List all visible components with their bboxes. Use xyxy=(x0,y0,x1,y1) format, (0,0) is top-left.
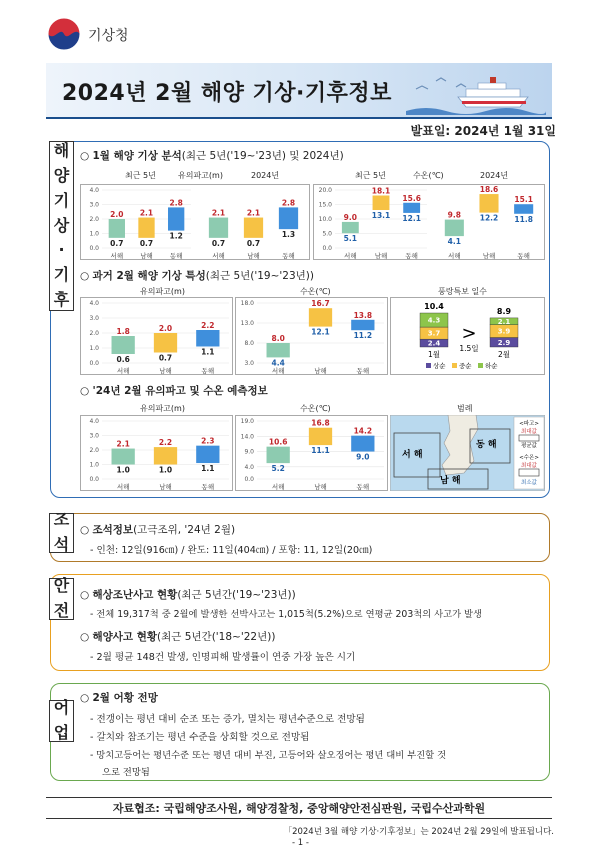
chart-title: 유의파고(m) xyxy=(140,404,185,413)
storm-stack-value: 3.9 xyxy=(497,327,511,336)
range-bar xyxy=(342,222,359,233)
category-label: 동해 xyxy=(405,252,418,260)
y-tick-label: 10.0 xyxy=(318,216,332,223)
category-label: 서해 xyxy=(116,367,130,375)
min-value-label: 11.1 xyxy=(311,446,330,456)
y-tick-label: 13.0 xyxy=(240,320,254,327)
category-label: 남해 xyxy=(482,252,496,260)
category-label: 남해 xyxy=(247,252,260,260)
y-tick-label: 4.0 xyxy=(89,300,99,307)
chart-title: 범례 xyxy=(457,404,473,413)
tab-char: 해 xyxy=(53,141,70,161)
y-tick-label: 9.0 xyxy=(244,448,254,456)
y-tick-label: 0.0 xyxy=(89,360,99,367)
range-bar xyxy=(351,436,374,452)
category-label: 서해 xyxy=(271,367,285,375)
storm-diff: 1.5일 xyxy=(459,344,479,353)
storm-stack-value: 2.4 xyxy=(427,339,441,348)
min-value-label: 11.8 xyxy=(514,214,533,224)
jan-analysis-heading: ○ 1월 해양 기상 분석(최근 5년('19~'23년) 및 2024년) xyxy=(80,150,344,162)
max-value-label: 2.2 xyxy=(201,321,215,330)
page-number: - 1 - xyxy=(292,838,309,848)
category-label: 서해 xyxy=(212,252,225,260)
tab-char: 양 xyxy=(53,166,70,186)
y-tick-label: 18.0 xyxy=(240,300,254,307)
chart-subtitle: 2024년 xyxy=(480,171,509,180)
category-label: 동해 xyxy=(517,252,530,260)
tab-char: 안 xyxy=(53,576,70,596)
y-tick-label: 0.0 xyxy=(244,476,254,483)
storm-stack-value: 2.1 xyxy=(497,317,511,326)
jan-wave-2024-chart xyxy=(195,184,310,260)
fishery-line: - 전갱이는 평년 대비 순조 또는 증가, 멸치는 평년수준으로 전망됨 xyxy=(90,714,365,725)
max-value-label: 2.1 xyxy=(116,439,130,449)
min-value-label: 12.1 xyxy=(402,213,421,223)
y-tick-label: 4.0 xyxy=(89,187,99,194)
storm-days-chart xyxy=(390,297,545,375)
tab-char: · xyxy=(58,240,65,260)
max-value-label: 18.6 xyxy=(479,185,499,195)
feb-forecast-heading: ○ '24년 2월 유의파고 및 수온 예측정보 xyxy=(80,385,268,397)
max-value-label: 18.1 xyxy=(371,186,391,196)
min-value-label: 4.1 xyxy=(447,237,461,247)
max-value-label: 2.0 xyxy=(110,210,124,219)
max-value-label: 2.2 xyxy=(158,438,173,448)
category-label: 서해 xyxy=(110,252,124,260)
max-value-label: 10.6 xyxy=(268,437,288,447)
tab-char: 기 xyxy=(53,265,70,285)
max-value-label: 1.8 xyxy=(116,327,130,336)
range-bar xyxy=(373,196,390,211)
fishery-line: 으로 전망됨 xyxy=(102,767,150,778)
range-bar xyxy=(267,447,290,463)
range-bar xyxy=(351,320,374,330)
y-tick-label: 4.0 xyxy=(89,418,99,425)
map-west: 서 해 xyxy=(402,450,423,460)
tab-char: 전 xyxy=(53,601,70,620)
fishery-heading: ○ 2월 어황 전망 xyxy=(80,692,158,704)
distress-line: - 전체 19,317척 중 2월에 발생한 선박사고는 1,015척(5.2%)으로 연평균 203척의 사고가 발생 xyxy=(90,609,483,620)
tab-char: 기 xyxy=(53,190,70,210)
legend-sst-max: 최대값 xyxy=(521,463,537,469)
min-value-label: 1.1 xyxy=(201,464,215,474)
legend-map xyxy=(390,415,545,491)
legend-wave-max: 최대값 xyxy=(521,429,537,435)
range-bar xyxy=(514,204,533,214)
max-value-label: 15.1 xyxy=(514,195,533,205)
range-bar xyxy=(112,336,135,354)
org-name: 기상청 xyxy=(88,28,129,44)
range-bar xyxy=(109,219,125,238)
max-value-label: 9.8 xyxy=(447,210,461,220)
y-tick-label: 3.0 xyxy=(244,360,254,367)
legend-sst-min: 최소값 xyxy=(521,480,537,486)
category-label: 동해 xyxy=(169,252,183,260)
chart-title: 풍랑특보 일수 xyxy=(438,287,487,296)
y-tick-label: 0.0 xyxy=(89,245,99,252)
y-tick-label: 4.0 xyxy=(244,463,254,471)
min-value-label: 13.1 xyxy=(371,211,391,221)
feb-sst-past-chart xyxy=(235,297,388,375)
max-value-label: 14.2 xyxy=(353,426,373,436)
safety-tab xyxy=(49,578,74,620)
tab-char: 업 xyxy=(53,723,70,742)
y-tick-label: 1.0 xyxy=(89,461,99,469)
storm-legend-mid: 중순 xyxy=(459,362,472,370)
fishery-line: - 망치고등어는 평년수준 또는 평년 대비 부진, 고등어와 살오징어는 평년 대비 부진할 것 xyxy=(90,750,447,761)
max-value-label: 2.1 xyxy=(211,208,226,218)
page-title: 2024년 2월 해양 기상·기후정보 xyxy=(62,81,392,106)
max-value-label: 2.8 xyxy=(169,198,183,208)
fishery-tab xyxy=(49,700,74,742)
range-bar xyxy=(267,343,290,357)
min-value-label: 0.7 xyxy=(139,238,154,248)
chart-title: 유의파고(m) xyxy=(140,287,185,296)
next-release-note: 「2024년 3월 해양 기상·기후정보」는 2024년 2월 29일에 발표됩니다. xyxy=(283,827,554,837)
min-value-label: 1.0 xyxy=(158,465,173,475)
feb-sst-fcst-chart xyxy=(235,415,388,491)
category-label: 남해 xyxy=(374,252,388,260)
category-label: 남해 xyxy=(159,483,172,491)
category-label: 동해 xyxy=(282,252,295,260)
min-value-label: 11.2 xyxy=(353,331,373,341)
category-label: 서해 xyxy=(448,252,461,260)
category-label: 남해 xyxy=(314,367,327,375)
chart-subtitle: 최근 5년 xyxy=(355,171,386,180)
accident-heading: ○ 해양사고 현황(최근 5년간('18~'22년)) xyxy=(80,631,276,643)
storm-month-feb: 2월 xyxy=(497,350,511,359)
greater-than-icon: > xyxy=(461,323,477,344)
storm-legend-early: 상순 xyxy=(433,362,446,370)
max-value-label: 8.0 xyxy=(271,334,285,343)
chart-title: 수온(℃) xyxy=(300,404,331,413)
category-label: 남해 xyxy=(314,483,327,491)
feb-wave-past-chart xyxy=(80,297,233,375)
range-bar xyxy=(279,207,298,229)
min-value-label: 12.1 xyxy=(311,327,330,337)
max-value-label: 2.8 xyxy=(281,198,296,208)
y-tick-label: 8.0 xyxy=(244,340,254,347)
max-value-label: 13.8 xyxy=(353,310,373,320)
storm-legend-late: 하순 xyxy=(485,362,498,370)
min-value-label: 0.7 xyxy=(246,238,261,248)
min-value-label: 9.0 xyxy=(356,452,370,462)
category-label: 동해 xyxy=(201,367,215,375)
legend-sst-label: <수온> xyxy=(519,455,539,461)
storm-total-feb: 8.9 xyxy=(496,307,512,316)
tab-char: 조 xyxy=(53,510,70,530)
y-tick-label: 14.0 xyxy=(240,433,254,441)
range-bar xyxy=(244,218,263,238)
max-value-label: 2.0 xyxy=(158,324,173,333)
map-east: 동 해 xyxy=(476,440,497,450)
y-tick-label: 0.0 xyxy=(89,476,99,483)
ship-icon xyxy=(406,69,546,115)
range-bar xyxy=(196,446,219,463)
data-source: 자료협조: 국립해양조사원, 해양경찰청, 중앙해양안전심판원, 국립수산과학원 xyxy=(46,797,552,819)
max-value-label: 16.7 xyxy=(311,299,330,309)
y-tick-label: 2.0 xyxy=(89,216,99,223)
y-tick-label: 5.0 xyxy=(322,230,332,238)
jan-wave-recent-chart xyxy=(80,184,195,260)
y-tick-label: 1.0 xyxy=(89,345,99,352)
range-bar xyxy=(112,449,135,465)
tide-tab xyxy=(49,510,74,554)
legend-wave-label: <파고> xyxy=(519,421,539,427)
map-south: 남 해 xyxy=(440,476,461,486)
feb-past-heading: ○ 과거 2월 해양 기상 특성(최근 5년('19~'23년)) xyxy=(80,270,314,282)
min-value-label: 12.2 xyxy=(479,213,499,223)
y-tick-label: 3.0 xyxy=(89,201,99,209)
max-value-label: 16.8 xyxy=(311,418,330,428)
category-label: 서해 xyxy=(344,252,357,260)
min-value-label: 1.0 xyxy=(116,465,130,475)
min-value-label: 0.7 xyxy=(211,238,226,248)
storm-stack-value: 3.7 xyxy=(427,329,441,338)
y-tick-label: 2.0 xyxy=(89,447,99,454)
range-bar xyxy=(309,428,332,445)
range-bar xyxy=(154,447,177,464)
chart-title: 수온(℃) xyxy=(300,287,331,296)
category-label: 동해 xyxy=(356,367,370,375)
storm-stack-value: 4.3 xyxy=(427,316,441,325)
category-label: 남해 xyxy=(140,252,153,260)
range-bar xyxy=(168,207,184,230)
chart-subtitle: 최근 5년 xyxy=(125,171,156,180)
storm-stack-value: 2.9 xyxy=(497,338,511,347)
y-tick-label: 19.0 xyxy=(240,418,254,425)
marine-climate-tab xyxy=(49,141,74,311)
tide-line: - 인천: 12일(916㎝) / 완도: 11일(404㎝) / 포항: 11, 12일(20㎝) xyxy=(90,545,373,556)
y-tick-label: 15.0 xyxy=(318,201,332,209)
y-tick-label: 0.0 xyxy=(322,245,332,252)
y-tick-label: 3.0 xyxy=(89,315,99,322)
storm-month-jan: 1월 xyxy=(427,350,441,359)
distress-heading: ○ 해상조난사고 현황(최근 5년간('19~'23년)) xyxy=(80,589,296,601)
range-bar xyxy=(154,333,177,353)
jan-sst-2024-chart xyxy=(431,184,545,260)
category-label: 서해 xyxy=(116,483,130,491)
max-value-label: 9.0 xyxy=(343,212,357,222)
range-bar xyxy=(445,220,464,237)
fishery-line: - 갈치와 참조기는 평년 수준을 상회할 것으로 전망됨 xyxy=(90,732,310,743)
max-value-label: 2.3 xyxy=(201,436,215,446)
range-bar xyxy=(138,218,154,238)
min-value-label: 5.1 xyxy=(343,234,357,244)
min-value-label: 0.7 xyxy=(158,353,173,363)
min-value-label: 5.2 xyxy=(271,464,285,474)
legend-wave-avg: 평균값 xyxy=(521,443,537,449)
tab-char: 후 xyxy=(53,290,70,309)
chart-title: 유의파고(m) xyxy=(178,171,223,180)
tab-char: 상 xyxy=(53,215,70,235)
min-value-label: 1.2 xyxy=(169,231,183,241)
publish-date: 발표일: 2024년 1월 31일 xyxy=(410,124,556,138)
max-value-label: 2.1 xyxy=(139,208,154,218)
range-bar xyxy=(309,308,332,326)
min-value-label: 4.4 xyxy=(271,358,285,368)
range-bar xyxy=(403,203,420,213)
y-tick-label: 20.0 xyxy=(318,187,332,194)
storm-total-jan: 10.4 xyxy=(424,302,444,311)
chart-title: 수온(℃) xyxy=(413,171,444,180)
range-bar xyxy=(209,218,228,238)
min-value-label: 0.6 xyxy=(116,355,130,364)
jan-sst-recent-chart xyxy=(313,184,431,260)
min-value-label: 1.1 xyxy=(201,347,215,357)
tide-heading: ○ 조석정보(고극조위, '24년 2월) xyxy=(80,524,236,536)
max-value-label: 2.1 xyxy=(246,208,261,218)
accident-line: - 2월 평균 148건 발생, 인명피해 발생률이 연중 가장 높은 시기 xyxy=(90,652,356,663)
y-tick-label: 1.0 xyxy=(89,230,99,238)
range-bar xyxy=(196,330,219,347)
chart-subtitle: 2024년 xyxy=(251,171,280,180)
min-value-label: 0.7 xyxy=(110,238,124,248)
max-value-label: 15.6 xyxy=(402,193,421,203)
category-label: 동해 xyxy=(201,483,215,491)
category-label: 서해 xyxy=(271,483,285,491)
category-label: 남해 xyxy=(159,367,172,375)
y-tick-label: 2.0 xyxy=(89,330,99,337)
y-tick-label: 3.0 xyxy=(89,432,99,440)
feb-wave-fcst-chart xyxy=(80,415,233,491)
category-label: 동해 xyxy=(356,483,370,491)
kma-logo-icon xyxy=(46,16,82,52)
tab-char: 석 xyxy=(53,535,70,554)
range-bar xyxy=(479,194,498,213)
tab-char: 어 xyxy=(53,698,70,718)
min-value-label: 1.3 xyxy=(281,230,296,240)
